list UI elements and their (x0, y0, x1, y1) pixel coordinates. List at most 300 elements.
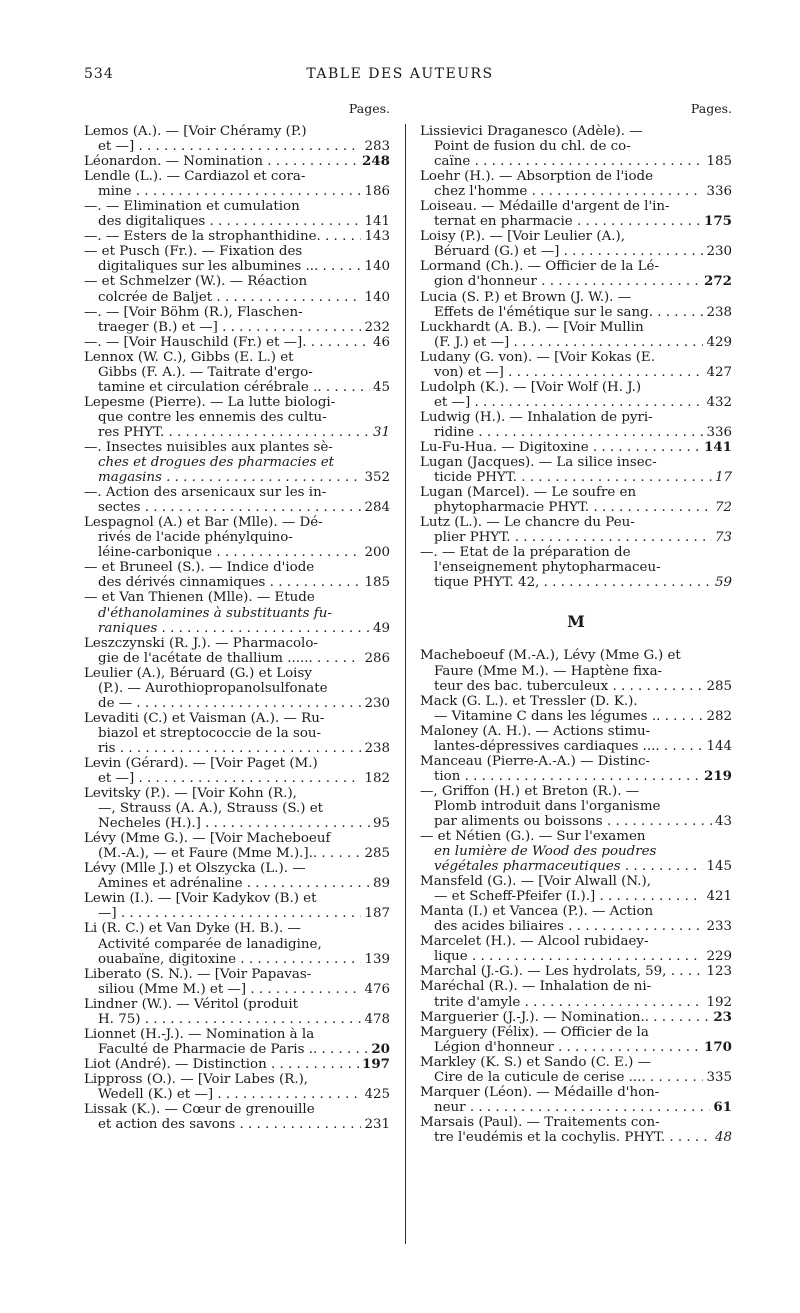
index-entry (84, 861, 390, 891)
index-entry (420, 874, 732, 904)
index-entry (84, 395, 390, 440)
index-entry (84, 1072, 390, 1102)
entry-last-line (420, 154, 732, 169)
entry-page-number: 141 (364, 214, 390, 230)
index-entry (84, 350, 390, 395)
entry-text: Wedell (K.) et —] . . . (98, 1087, 361, 1102)
entry-text: sectes . . . (98, 500, 361, 515)
entry-text: phytopharmacie PHYT. . . . (434, 500, 712, 515)
entry-text: H. 75) . . . (98, 1012, 361, 1027)
entry-last-line (84, 982, 390, 997)
entry-line: Leszczynski (R. J.). — Pharmacolo- (84, 635, 318, 651)
entry-text: de — . . . (98, 696, 361, 711)
entry-line: ches et drogues des pharmacies et (98, 455, 335, 471)
entry-line: Faure (Mme M.). — Haptène fixa- (434, 663, 663, 679)
entries-list-right-top (420, 124, 732, 590)
index-entry (84, 636, 390, 666)
entry-text: tion . . . (434, 769, 701, 784)
entry-page-number: 72 (714, 500, 732, 516)
index-entry (420, 694, 732, 724)
index-entry (84, 154, 390, 169)
entry-last-line (84, 906, 390, 921)
index-entry (84, 169, 390, 199)
entry-text: Léonardon. — Nomination . . . (84, 154, 359, 169)
entry-page-number: 352 (364, 470, 390, 486)
entry-text: par aliments ou boissons . . . (434, 814, 712, 829)
entry-text: et —] . . . (434, 395, 703, 410)
left-column (84, 100, 390, 1132)
entry-text: lantes-dépressives cardiaques .... . . . (434, 739, 703, 754)
entry-line: Loisy (P.). — [Voir Leulier (A.), (420, 229, 625, 245)
entry-last-line (420, 679, 732, 694)
entry-text: tique PHYT. 42, . . . (434, 575, 712, 590)
index-entry (420, 1010, 732, 1025)
entry-text: tamine et circulation cérébrale .. . . . (98, 380, 370, 395)
index-entry (420, 829, 732, 874)
entry-text: Marguerier (J.-J.). — Nomination.. . . . (420, 1010, 710, 1025)
index-entry (420, 724, 732, 754)
entry-last-line (420, 440, 732, 455)
entry-last-line (420, 709, 732, 724)
entry-line: —. — Etat de la préparation de (420, 545, 631, 561)
index-entry (420, 169, 732, 199)
index-entry (84, 590, 390, 635)
entry-page-number: 197 (362, 1056, 390, 1072)
index-entry (84, 560, 390, 590)
entry-line: Lugan (Marcel). — Le soufre en (420, 485, 637, 501)
entry-line: d'éthanolamines à substituants fu- (98, 605, 332, 621)
entry-page-number: 31 (372, 424, 390, 440)
index-entry (420, 455, 732, 485)
entry-line: Loiseau. — Médaille d'argent de l'in- (420, 199, 670, 215)
entry-line: Lucia (S. P.) et Brown (J. W.). — (420, 289, 632, 305)
index-entry (420, 1085, 732, 1115)
entry-text: et action des savons . . . (98, 1117, 361, 1132)
entry-line: —. — Elimination et cumulation (84, 199, 300, 215)
entry-text: —] . . . (98, 906, 361, 921)
index-entry (84, 891, 390, 921)
entry-page-number: 123 (706, 964, 732, 980)
entry-line: Levin (Gérard). — [Voir Paget (M.) (84, 755, 318, 771)
section-letter-heading: M (567, 612, 585, 632)
entry-last-line (84, 741, 390, 756)
entry-line: Leulier (A.), Béruard (G.) et Loisy (84, 665, 312, 681)
entry-text: gie de l'acétate de thallium ...... . . . (98, 651, 361, 666)
entry-last-line (420, 244, 732, 259)
entry-page-number: 336 (706, 184, 732, 200)
entry-line: —. — [Voir Böhm (R.), Flaschen- (84, 304, 303, 320)
entry-text: colcrée de Baljet . . . (98, 290, 361, 305)
index-entry (84, 515, 390, 560)
entry-last-line (420, 814, 732, 829)
entry-page-number: 175 (704, 214, 732, 230)
entry-text: Amines et adrénaline . . . (98, 876, 370, 891)
entry-page-number: 233 (706, 919, 732, 935)
entries-list-right-bottom (420, 648, 732, 1145)
entry-line: Activité comparée de lanadigine, (98, 936, 322, 952)
entry-page-number: 335 (706, 1069, 732, 1085)
entry-last-line (420, 1010, 732, 1025)
entry-last-line (84, 500, 390, 515)
entry-line: Lespagnol (A.) et Bar (Mlle). — Dé- (84, 515, 323, 531)
index-entry (420, 350, 732, 380)
entry-text: caïne . . . (434, 154, 703, 169)
entry-last-line (420, 470, 732, 485)
entry-page-number: 219 (704, 768, 732, 784)
entry-last-line (84, 470, 390, 485)
index-entry (84, 831, 390, 861)
index-entry (420, 904, 732, 934)
entry-page-number: 285 (364, 846, 390, 862)
entry-line: Gibbs (F. A.). — Taitrate d'ergo- (98, 364, 313, 380)
index-entry (420, 320, 732, 350)
index-entry (84, 305, 390, 335)
entry-text: Faculté de Pharmacie de Paris .. . . . (98, 1042, 368, 1057)
entry-line: Lepesme (Pierre). — La lutte biologi- (84, 394, 336, 410)
entry-text: ris . . . (98, 741, 361, 756)
entry-text: —. — [Voir Hauschild (Fr.) et —]. . . . (84, 335, 370, 350)
entry-page-number: 145 (706, 859, 732, 875)
entry-line: en lumière de Wood des poudres (434, 844, 657, 860)
entry-line: Levaditi (C.) et Vaisman (A.). — Ru- (84, 710, 325, 726)
entry-last-line (84, 425, 390, 440)
entry-last-line (420, 889, 732, 904)
entry-line: Li (R. C.) et Van Dyke (H. B.). — (84, 921, 301, 937)
entry-page-number: 429 (706, 334, 732, 350)
index-entry (84, 124, 390, 154)
entry-last-line (84, 184, 390, 199)
entry-line: Lionnet (H.-J.). — Nomination à la (84, 1026, 315, 1042)
entry-text: des acides biliaires . . . (434, 919, 703, 934)
entry-last-line (420, 500, 732, 515)
entry-line: Marsais (Paul). — Traitements con- (420, 1114, 660, 1130)
entry-text: et —] . . . (98, 771, 361, 786)
entry-line: Mansfeld (G.). — [Voir Alwall (N.), (420, 874, 651, 890)
entry-line: l'enseignement phytopharmaceu- (434, 560, 661, 576)
entry-line: Macheboeuf (M.-A.), Lévy (Mme G.) et (420, 648, 681, 664)
entry-last-line (420, 305, 732, 320)
page-number: 534 (84, 66, 114, 82)
index-entry (420, 979, 732, 1009)
entry-line: (P.). — Aurothiopropanolsulfonate (98, 680, 328, 696)
entry-last-line (84, 139, 390, 154)
entry-last-line (84, 290, 390, 305)
entry-text: neur . . . (434, 1100, 710, 1115)
entry-line: Lutz (L.). — Le chancre du Peu- (420, 515, 635, 531)
entry-text: léine-carbonique . . . (98, 545, 361, 560)
entry-line: Levitsky (P.). — [Voir Kohn (R.), (84, 786, 297, 802)
entry-line: Lévy (Mlle J.) et Olszycka (L.). — (84, 861, 306, 877)
entry-last-line (84, 771, 390, 786)
entry-page-number: 20 (371, 1041, 390, 1057)
entry-page-number: 476 (364, 981, 390, 997)
entry-page-number: 144 (706, 738, 732, 754)
entry-last-line (84, 545, 390, 560)
column-divider (405, 124, 406, 1244)
entry-last-line (420, 1100, 732, 1115)
entry-last-line (420, 335, 732, 350)
entry-line: Ludwig (H.). — Inhalation de pyri- (420, 409, 653, 425)
index-entry (84, 997, 390, 1027)
entry-text: trite d'amyle . . . (434, 995, 703, 1010)
entry-line: Lindner (W.). — Véritol (produit (84, 996, 299, 1012)
entry-text: Béruard (G.) et —] . . . (434, 244, 703, 259)
entry-line: — et Pusch (Fr.). — Fixation des (84, 244, 303, 260)
entry-line: Ludany (G. von). — [Voir Kokas (E. (420, 349, 655, 365)
entry-line: Lippross (O.). — [Voir Labes (R.), (84, 1071, 309, 1087)
index-entry (420, 1055, 732, 1085)
entry-last-line (420, 1130, 732, 1145)
index-entry (84, 967, 390, 997)
entry-line: Maréchal (R.). — Inhalation de ni- (420, 979, 652, 995)
entry-line: Lugan (Jacques). — La silice insec- (420, 455, 657, 471)
entry-text: magasins . . . (98, 470, 361, 485)
entry-line: Point de fusion du chl. de co- (434, 139, 631, 155)
entry-last-line (420, 184, 732, 199)
entry-page-number: 421 (706, 889, 732, 905)
entry-text: ouabaïne, digitoxine . . . (98, 952, 361, 967)
entry-last-line (84, 1012, 390, 1027)
entry-page-number: 238 (706, 304, 732, 320)
entry-line: Lemos (A.). — [Voir Chéramy (P.) (84, 124, 307, 139)
entry-last-line (84, 1117, 390, 1132)
index-entry (84, 229, 390, 244)
entry-last-line (84, 154, 390, 169)
index-entry (84, 485, 390, 515)
index-entry (84, 921, 390, 966)
entry-last-line (84, 651, 390, 666)
entry-page-number: 432 (706, 394, 732, 410)
entry-line: Manceau (Pierre-A.-A.) — Distinc- (420, 753, 651, 769)
entry-line: Lévy (Mme G.). — [Voir Macheboeuf (84, 831, 331, 847)
entry-last-line (420, 859, 732, 874)
entry-page-number: 186 (364, 184, 390, 200)
entry-last-line (420, 530, 732, 545)
entry-last-line (84, 1057, 390, 1072)
entry-line: Lennox (W. C.), Gibbs (E. L.) et (84, 349, 294, 365)
entry-page-number: 230 (706, 244, 732, 260)
entry-line: Lissievici Draganesco (Adèle). — (420, 124, 643, 139)
entry-line: Lissak (K.). — Cœur de grenouille (84, 1102, 315, 1118)
entry-text: von) et —] . . . (434, 365, 703, 380)
index-entry (84, 786, 390, 831)
entry-text: Lu-Fu-Hua. — Digitoxine . . . (420, 440, 701, 455)
entry-page-number: 17 (714, 470, 732, 486)
index-entry (420, 964, 732, 979)
index-entry (420, 199, 732, 229)
index-entry (420, 754, 732, 784)
entry-page-number: 45 (372, 379, 390, 395)
entry-line: Marguery (Félix). — Officier de la (420, 1024, 649, 1040)
entry-text: raniques . . . (98, 621, 370, 636)
entry-page-number: 95 (372, 816, 390, 832)
entry-page-number: 427 (706, 364, 732, 380)
entry-last-line (84, 214, 390, 229)
entry-page-number: 336 (706, 424, 732, 440)
entry-page-number: 238 (364, 740, 390, 756)
entry-page-number: 282 (706, 708, 732, 724)
entry-last-line (420, 575, 732, 590)
entry-last-line (84, 259, 390, 274)
entry-line: Marcelet (H.). — Alcool rubidaey- (420, 934, 649, 950)
entry-line: Manta (I.) et Vancea (P.). — Action (420, 904, 654, 920)
entry-line: — et Van Thienen (Mlle). — Etude (84, 590, 315, 606)
entry-text: ridine . . . (434, 425, 703, 440)
index-entry (84, 756, 390, 786)
pages-label-left: Pages. (348, 101, 390, 116)
page-header (0, 66, 800, 86)
entry-text: lique . . . (434, 949, 703, 964)
entry-page-number: 139 (364, 951, 390, 967)
entry-page-number: 229 (706, 949, 732, 965)
entry-text: — et Scheff-Pfeifer (I.).] . . . (434, 889, 703, 904)
entry-line: —, Griffon (H.) et Breton (R.). — (420, 783, 640, 799)
index-entry (84, 199, 390, 229)
entry-text: chez l'homme . . . (434, 184, 703, 199)
index-entry (420, 485, 732, 515)
entry-line: — et Bruneel (S.). — Indice d'iode (84, 560, 315, 576)
entry-last-line (84, 320, 390, 335)
entry-page-number: 73 (714, 530, 732, 546)
entry-line: — et Nétien (G.). — Sur l'examen (420, 829, 646, 845)
entry-text: mine . . . (98, 184, 361, 199)
page-title: TABLE DES AUTEURS (306, 66, 494, 82)
entry-page-number: 187 (364, 906, 390, 922)
entry-page-number: 200 (364, 545, 390, 561)
entry-text: res PHYT. . . . (98, 425, 370, 440)
entry-text: tre l'eudémis et la cochylis. PHYT. . . . (434, 1130, 712, 1145)
index-entry (84, 711, 390, 756)
entry-last-line (420, 214, 732, 229)
index-entry (420, 259, 732, 289)
entry-page-number: 286 (364, 650, 390, 666)
entry-text: ticide PHYT. . . . (434, 470, 712, 485)
entry-line: Ludolph (K.). — [Voir Wolf (H. J.) (420, 379, 642, 395)
entry-page-number: 89 (372, 876, 390, 892)
entry-text: et —] . . . (98, 139, 361, 154)
entry-line: Mack (G. L.). et Tressler (D. K.). (420, 693, 638, 709)
entry-line: Loehr (H.). — Absorption de l'iode (420, 169, 654, 185)
entry-line: —. Insectes nuisibles aux plantes sè- (84, 439, 333, 455)
entry-last-line (420, 769, 732, 784)
entry-line: Lormand (Ch.). — Officier de la Lé- (420, 259, 659, 275)
index-entry (420, 410, 732, 440)
entry-line: — et Schmelzer (W.). — Réaction (84, 274, 308, 290)
entry-page-number: 48 (714, 1129, 732, 1145)
entry-text: ternat en pharmacie . . . (434, 214, 701, 229)
entry-last-line (420, 964, 732, 979)
index-entry (84, 1057, 390, 1072)
index-entry (84, 440, 390, 485)
entry-line: —, Strauss (A. A.), Strauss (S.) et (98, 801, 324, 817)
entry-text: Marchal (J.-G.). — Les hydrolats, 59, . . . (420, 964, 703, 979)
entry-line: rivés de l'acide phénylquino- (98, 530, 293, 546)
entry-page-number: 170 (704, 1039, 732, 1055)
entry-page-number: 46 (372, 334, 390, 350)
entry-text: — Vitamine C dans les légumes .. . . . (434, 709, 703, 724)
entry-last-line (84, 952, 390, 967)
entry-line: Markley (K. S.) et Sando (C. E.) — (420, 1054, 652, 1070)
entry-page-number: 140 (364, 289, 390, 305)
right-column (420, 100, 732, 1145)
entry-last-line (84, 380, 390, 395)
index-entry (420, 784, 732, 829)
entry-last-line (84, 816, 390, 831)
entry-line: biazol et streptococcie de la sou- (98, 725, 322, 741)
entry-page-number: 285 (706, 678, 732, 694)
entry-last-line (84, 696, 390, 711)
entry-page-number: 284 (364, 500, 390, 516)
entry-page-number: 185 (706, 154, 732, 170)
index-entry (420, 648, 732, 693)
entry-line: Liberato (S. N.). — [Voir Papavas- (84, 966, 312, 982)
pages-label-right: Pages. (690, 101, 732, 116)
entry-page-number: 231 (364, 1117, 390, 1133)
entry-line: Plomb introduit dans l'organisme (434, 798, 661, 814)
entry-line: que contre les ennemis des cultu- (98, 409, 327, 425)
entry-last-line (84, 876, 390, 891)
index-entry (84, 1027, 390, 1057)
entry-page-number: 192 (706, 994, 732, 1010)
entry-text: Légion d'honneur . . . (434, 1040, 701, 1055)
entries-list-left (84, 124, 390, 1132)
entry-page-number: 61 (713, 1099, 732, 1115)
entry-text: des dérivés cinnamiques . . . (98, 575, 361, 590)
entry-page-number: 49 (372, 620, 390, 636)
index-entry (420, 229, 732, 259)
entry-line: Lewin (I.). — [Voir Kadykov (B.) et (84, 891, 317, 907)
entry-page-number: 230 (364, 695, 390, 711)
entry-line: Maloney (A. H.). — Actions stimu- (420, 723, 651, 739)
entry-last-line (420, 919, 732, 934)
entry-text: Necheles (H.).] . . . (98, 816, 370, 831)
entry-text: (M.-A.), — et Faure (Mme M.).].. . . . (98, 846, 361, 861)
entry-last-line (420, 425, 732, 440)
entry-page-number: 59 (714, 575, 732, 591)
index-entry (84, 666, 390, 711)
entry-text: plier PHYT. . . . (434, 530, 712, 545)
index-entry (420, 1025, 732, 1055)
entry-last-line (84, 846, 390, 861)
entry-last-line (84, 229, 390, 244)
entry-last-line (420, 1070, 732, 1085)
index-entry (420, 290, 732, 320)
entry-text: Liot (André). — Distinction . . . (84, 1057, 359, 1072)
entry-page-number: 478 (364, 1011, 390, 1027)
entry-text: Effets de l'émétique sur le sang. . . . (434, 305, 703, 320)
entry-last-line (84, 621, 390, 636)
entry-page-number: 182 (364, 771, 390, 787)
entry-last-line (84, 575, 390, 590)
entry-page-number: 140 (364, 259, 390, 275)
entry-text: des digitaliques . . . (98, 214, 361, 229)
entry-page-number: 141 (704, 439, 732, 455)
entry-text: digitaliques sur les albumines ... . . . (98, 259, 361, 274)
entry-last-line (84, 1087, 390, 1102)
index-entry (84, 274, 390, 304)
entry-last-line (84, 1042, 390, 1057)
entry-last-line (420, 274, 732, 289)
entry-line: Lendle (L.). — Cardiazol et cora- (84, 169, 306, 185)
entry-page-number: 248 (362, 154, 390, 170)
entry-text: —. — Esters de la strophanthidine. . . . (84, 229, 361, 244)
entry-last-line (420, 1040, 732, 1055)
entry-page-number: 43 (714, 813, 732, 829)
entry-last-line (420, 739, 732, 754)
index-entry (420, 124, 732, 169)
index-entry (420, 440, 732, 455)
entry-last-line (420, 949, 732, 964)
